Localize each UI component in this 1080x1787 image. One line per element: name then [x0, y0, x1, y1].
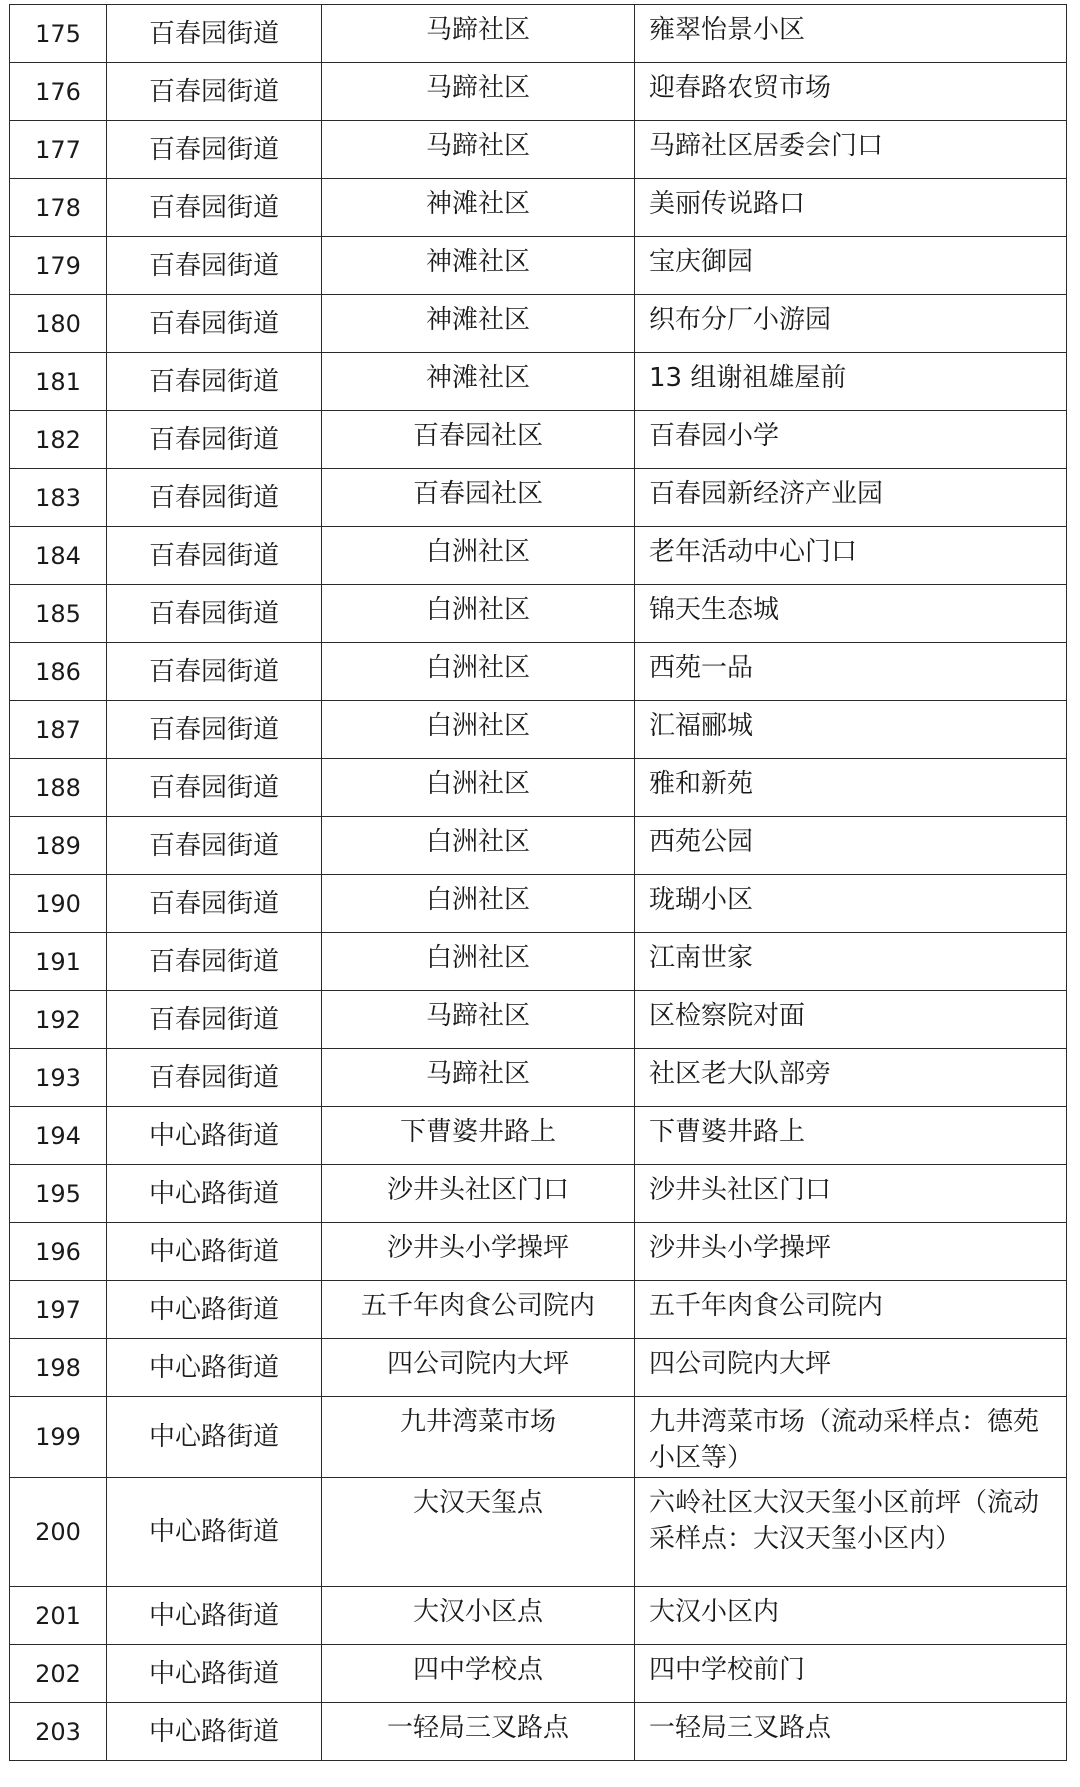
street-cell: 百春园街道 — [107, 411, 322, 469]
table-body — [10, 5, 1067, 1761]
community-cell: 沙井头社区门口 — [322, 1165, 635, 1223]
site-cell: 汇福郦城 — [635, 701, 1067, 759]
street-cell: 百春园街道 — [107, 1049, 322, 1107]
table-row — [10, 933, 1067, 991]
street-cell: 百春园街道 — [107, 759, 322, 817]
site-cell: 织布分厂小游园 — [635, 295, 1067, 353]
site-cell: 西苑公园 — [635, 817, 1067, 875]
table-row — [10, 121, 1067, 179]
street-cell: 中心路街道 — [107, 1223, 322, 1281]
table-row — [10, 991, 1067, 1049]
community-cell: 白洲社区 — [322, 875, 635, 933]
row-number: 189 — [10, 817, 107, 875]
street-cell: 百春园街道 — [107, 991, 322, 1049]
community-cell: 白洲社区 — [322, 701, 635, 759]
street-cell: 百春园街道 — [107, 933, 322, 991]
table-row — [10, 1587, 1067, 1645]
table-row — [10, 1478, 1067, 1587]
row-number: 192 — [10, 991, 107, 1049]
site-cell: 锦天生态城 — [635, 585, 1067, 643]
community-cell: 下曹婆井路上 — [322, 1107, 635, 1165]
community-cell: 五千年肉食公司院内 — [322, 1281, 635, 1339]
site-cell: 雍翠怡景小区 — [635, 5, 1067, 63]
street-cell: 百春园街道 — [107, 179, 322, 237]
site-cell: 四中学校前门 — [635, 1645, 1067, 1703]
table-row — [10, 1281, 1067, 1339]
site-cell: 四公司院内大坪 — [635, 1339, 1067, 1397]
row-number: 182 — [10, 411, 107, 469]
street-cell: 百春园街道 — [107, 353, 322, 411]
community-cell: 九井湾菜市场 — [322, 1397, 635, 1478]
row-number: 199 — [10, 1397, 107, 1478]
table-row — [10, 1339, 1067, 1397]
table-row — [10, 179, 1067, 237]
table-row — [10, 701, 1067, 759]
site-cell: 下曹婆井路上 — [635, 1107, 1067, 1165]
sampling-sites-table — [9, 4, 1067, 1761]
table-row — [10, 1223, 1067, 1281]
site-cell: 沙井头小学操坪 — [635, 1223, 1067, 1281]
table-row — [10, 1703, 1067, 1761]
site-cell: 百春园新经济产业园 — [635, 469, 1067, 527]
site-cell: 雅和新苑 — [635, 759, 1067, 817]
table-row — [10, 817, 1067, 875]
row-number: 186 — [10, 643, 107, 701]
community-cell: 白洲社区 — [322, 759, 635, 817]
table-row — [10, 63, 1067, 121]
street-cell: 中心路街道 — [107, 1165, 322, 1223]
row-number: 198 — [10, 1339, 107, 1397]
sampling-sites-table-container — [9, 4, 1066, 1761]
table-row — [10, 1107, 1067, 1165]
community-cell: 大汉天玺点 — [322, 1478, 635, 1587]
table-row — [10, 353, 1067, 411]
community-cell: 四公司院内大坪 — [322, 1339, 635, 1397]
community-cell: 马蹄社区 — [322, 5, 635, 63]
row-number: 201 — [10, 1587, 107, 1645]
site-cell: 马蹄社区居委会门口 — [635, 121, 1067, 179]
street-cell: 中心路街道 — [107, 1339, 322, 1397]
community-cell: 马蹄社区 — [322, 1049, 635, 1107]
community-cell: 白洲社区 — [322, 933, 635, 991]
table-row — [10, 295, 1067, 353]
table-row — [10, 1049, 1067, 1107]
community-cell: 白洲社区 — [322, 643, 635, 701]
street-cell: 百春园街道 — [107, 63, 322, 121]
community-cell: 马蹄社区 — [322, 991, 635, 1049]
row-number: 178 — [10, 179, 107, 237]
row-number: 181 — [10, 353, 107, 411]
site-cell: 宝庆御园 — [635, 237, 1067, 295]
row-number: 179 — [10, 237, 107, 295]
community-cell: 大汉小区点 — [322, 1587, 635, 1645]
row-number: 180 — [10, 295, 107, 353]
community-cell: 神滩社区 — [322, 353, 635, 411]
row-number: 196 — [10, 1223, 107, 1281]
row-number: 203 — [10, 1703, 107, 1761]
community-cell: 百春园社区 — [322, 469, 635, 527]
community-cell: 神滩社区 — [322, 237, 635, 295]
street-cell: 中心路街道 — [107, 1478, 322, 1587]
street-cell: 中心路街道 — [107, 1587, 322, 1645]
row-number: 175 — [10, 5, 107, 63]
row-number: 191 — [10, 933, 107, 991]
row-number: 197 — [10, 1281, 107, 1339]
street-cell: 百春园街道 — [107, 237, 322, 295]
street-cell: 中心路街道 — [107, 1703, 322, 1761]
site-cell: 西苑一品 — [635, 643, 1067, 701]
site-cell: 老年活动中心门口 — [635, 527, 1067, 585]
site-cell: 迎春路农贸市场 — [635, 63, 1067, 121]
community-cell: 神滩社区 — [322, 295, 635, 353]
community-cell: 百春园社区 — [322, 411, 635, 469]
street-cell: 百春园街道 — [107, 643, 322, 701]
street-cell: 中心路街道 — [107, 1397, 322, 1478]
row-number: 185 — [10, 585, 107, 643]
row-number: 177 — [10, 121, 107, 179]
site-cell: 大汉小区内 — [635, 1587, 1067, 1645]
row-number: 193 — [10, 1049, 107, 1107]
street-cell: 中心路街道 — [107, 1281, 322, 1339]
street-cell: 中心路街道 — [107, 1107, 322, 1165]
community-cell: 白洲社区 — [322, 585, 635, 643]
community-cell: 一轻局三叉路点 — [322, 1703, 635, 1761]
street-cell: 中心路街道 — [107, 1645, 322, 1703]
community-cell: 马蹄社区 — [322, 63, 635, 121]
site-cell: 珑瑚小区 — [635, 875, 1067, 933]
street-cell: 百春园街道 — [107, 701, 322, 759]
site-cell: 一轻局三叉路点 — [635, 1703, 1067, 1761]
row-number: 188 — [10, 759, 107, 817]
row-number: 183 — [10, 469, 107, 527]
site-cell: 江南世家 — [635, 933, 1067, 991]
site-cell: 百春园小学 — [635, 411, 1067, 469]
street-cell: 百春园街道 — [107, 527, 322, 585]
table-row — [10, 875, 1067, 933]
table-row — [10, 469, 1067, 527]
site-cell: 九井湾菜市场（流动采样点：德苑小区等） — [635, 1397, 1067, 1478]
street-cell: 百春园街道 — [107, 5, 322, 63]
street-cell: 百春园街道 — [107, 585, 322, 643]
table-row — [10, 411, 1067, 469]
row-number: 202 — [10, 1645, 107, 1703]
table-row — [10, 1645, 1067, 1703]
street-cell: 百春园街道 — [107, 817, 322, 875]
community-cell: 白洲社区 — [322, 527, 635, 585]
table-row — [10, 527, 1067, 585]
row-number: 195 — [10, 1165, 107, 1223]
row-number: 184 — [10, 527, 107, 585]
street-cell: 百春园街道 — [107, 469, 322, 527]
community-cell: 四中学校点 — [322, 1645, 635, 1703]
site-cell: 五千年肉食公司院内 — [635, 1281, 1067, 1339]
table-row — [10, 1165, 1067, 1223]
row-number: 200 — [10, 1478, 107, 1587]
table-row — [10, 237, 1067, 295]
street-cell: 百春园街道 — [107, 295, 322, 353]
site-cell: 美丽传说路口 — [635, 179, 1067, 237]
street-cell: 百春园街道 — [107, 121, 322, 179]
site-cell: 沙井头社区门口 — [635, 1165, 1067, 1223]
table-row — [10, 643, 1067, 701]
table-row — [10, 585, 1067, 643]
row-number: 190 — [10, 875, 107, 933]
site-cell: 社区老大队部旁 — [635, 1049, 1067, 1107]
site-cell: 区检察院对面 — [635, 991, 1067, 1049]
site-cell: 13 组谢祖雄屋前 — [635, 353, 1067, 411]
table-row — [10, 759, 1067, 817]
row-number: 194 — [10, 1107, 107, 1165]
row-number: 176 — [10, 63, 107, 121]
community-cell: 白洲社区 — [322, 817, 635, 875]
table-row — [10, 5, 1067, 63]
community-cell: 沙井头小学操坪 — [322, 1223, 635, 1281]
community-cell: 神滩社区 — [322, 179, 635, 237]
site-cell: 六岭社区大汉天玺小区前坪（流动采样点：大汉天玺小区内） — [635, 1478, 1067, 1587]
street-cell: 百春园街道 — [107, 875, 322, 933]
community-cell: 马蹄社区 — [322, 121, 635, 179]
table-row — [10, 1397, 1067, 1478]
row-number: 187 — [10, 701, 107, 759]
